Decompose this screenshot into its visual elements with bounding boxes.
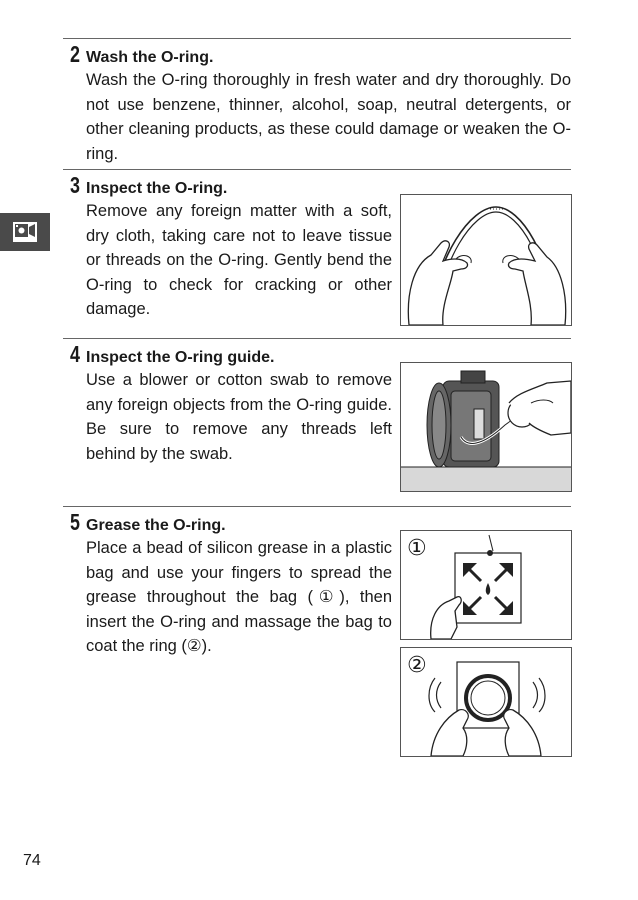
step-text: Wash the O-ring thoroughly in fresh water and dry thoroughly. Do not use benzene, thinner, alcohol, soap, neutral detergents, or other cleaning products, as these could damage or weaken the O-ring. (86, 71, 571, 163)
step-number: 3 (70, 172, 80, 198)
step-number: 5 (70, 509, 80, 535)
oring-bend-illustration (400, 194, 572, 326)
step-title: Inspect the O-ring. (86, 180, 228, 197)
figure-label-1: ① (407, 535, 427, 560)
oring-guide-drawing (401, 363, 571, 491)
step-title: Grease the O-ring. (86, 517, 226, 534)
step-text: Remove any foreign matter with a soft, dry cloth, taking care not to leave tissue or threads on the O-ring. Gently bend the O-ring to check for cracking or other damage. (86, 202, 392, 318)
step-number: 4 (70, 341, 80, 367)
section-tab (0, 213, 50, 251)
massage-bag-illustration (400, 647, 572, 757)
figure-label-2: ② (407, 652, 427, 677)
page-number: 74 (23, 852, 41, 869)
grease-bag-illustration (400, 530, 572, 640)
step-number: 2 (70, 41, 80, 67)
step-title: Inspect the O-ring guide. (86, 349, 275, 366)
oring-bend-drawing (401, 195, 571, 325)
step-2 (63, 38, 571, 166)
oring-guide-illustration (400, 362, 572, 492)
camera-tab-icon (12, 221, 38, 243)
step-text: Place a bead of silicon grease in a plastic bag and use your fingers to spread the grease throughout the bag (①), then insert the O-ring and massage the bag to coat the ring (②). (86, 539, 392, 655)
step-text: Use a blower or cotton swab to remove any foreign objects from the O-ring guide. Be sure to remove any threads left behind by the swab. (86, 371, 392, 463)
step-title: Wash the O-ring. (86, 49, 214, 66)
